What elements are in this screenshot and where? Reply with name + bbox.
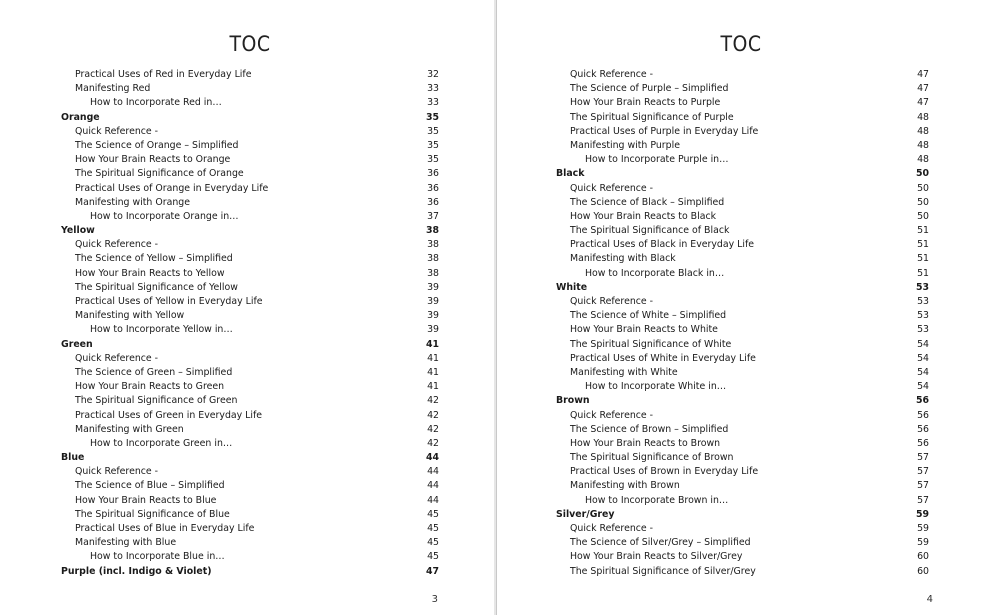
- toc-entry-label: How Your Brain Reacts to Blue: [75, 494, 217, 506]
- toc-entry[interactable]: [61, 380, 439, 394]
- toc-entry-page-number: 45: [427, 537, 439, 549]
- toc-entry-page-number: 53: [917, 324, 929, 336]
- toc-entry-label: The Spiritual Significance of Orange: [75, 168, 244, 180]
- toc-entry-page-number: 45: [427, 508, 439, 520]
- toc-entry[interactable]: [556, 68, 929, 82]
- toc-entry-label: Manifesting with Orange: [75, 196, 190, 208]
- toc-entry-page-number: 54: [917, 366, 929, 378]
- toc-entry[interactable]: [556, 465, 929, 479]
- toc-entry-label: How Your Brain Reacts to Brown: [570, 437, 721, 449]
- toc-entry-label: The Science of Black – Simplified: [570, 196, 725, 208]
- toc-entry-label: The Spiritual Significance of Yellow: [75, 281, 238, 293]
- toc-entry[interactable]: [61, 167, 439, 181]
- toc-entry[interactable]: [61, 323, 439, 337]
- toc-entry-page-number: 44: [425, 452, 439, 464]
- toc-entry-label: The Spiritual Significance of Black: [570, 225, 730, 237]
- toc-entry[interactable]: [556, 437, 929, 451]
- toc-entry[interactable]: [556, 167, 929, 181]
- toc-entry-page-number: 56: [917, 423, 929, 435]
- toc-entry[interactable]: [556, 267, 929, 281]
- toc-entry[interactable]: [556, 508, 929, 522]
- toc-entry[interactable]: [556, 323, 929, 337]
- toc-entry-label: Quick Reference -: [75, 239, 159, 251]
- toc-entry-label: Quick Reference -: [75, 352, 159, 364]
- toc-entry-page-number: 53: [917, 296, 929, 307]
- toc-entry-page-number: 54: [917, 381, 929, 393]
- toc-entry-page-number: 50: [915, 168, 929, 180]
- toc-entry-page-number: 56: [917, 437, 929, 449]
- toc-entry-page-number: 50: [917, 182, 929, 194]
- toc-entry-label: Black: [556, 168, 585, 180]
- toc-entry-page-number: 57: [917, 452, 929, 464]
- toc-entry[interactable]: [556, 352, 929, 366]
- toc-list: [556, 68, 929, 579]
- toc-entry[interactable]: [61, 366, 439, 380]
- toc-entry-page-number: 35: [427, 154, 439, 166]
- toc-entry-page-number: 59: [915, 508, 929, 520]
- toc-entry[interactable]: [61, 196, 439, 210]
- toc-entry-label: The Spiritual Significance of Green: [75, 395, 238, 407]
- toc-entry-page-number: 51: [917, 267, 929, 279]
- toc-entry-label: The Science of Yellow – Simplified: [75, 253, 233, 265]
- toc-entry-label: Practical Uses of Orange in Everyday Life: [75, 182, 269, 194]
- toc-entry-page-number: 51: [917, 239, 929, 251]
- toc-entry-label: Quick Reference -: [75, 466, 159, 478]
- toc-entry-page-number: 41: [427, 381, 439, 393]
- toc-entry-page-number: 59: [917, 537, 929, 549]
- toc-entry[interactable]: [556, 366, 929, 380]
- toc-entry-page-number: 47: [425, 565, 439, 577]
- toc-entry-label: Manifesting with Green: [75, 423, 184, 435]
- toc-entry[interactable]: [61, 409, 439, 423]
- toc-entry[interactable]: [61, 479, 439, 493]
- toc-entry-page-number: 44: [427, 480, 439, 492]
- toc-entry[interactable]: [61, 565, 439, 579]
- toc-entry[interactable]: [61, 139, 439, 153]
- toc-entry-page-number: 53: [915, 281, 929, 293]
- toc-entry[interactable]: [61, 210, 439, 224]
- toc-entry[interactable]: [556, 550, 929, 564]
- toc-entry-label: The Science of Blue – Simplified: [75, 480, 225, 492]
- toc-entry-page-number: 54: [917, 338, 929, 350]
- toc-entry-page-number: 35: [427, 139, 439, 151]
- page-number: 3: [431, 594, 438, 605]
- toc-entry-page-number: 39: [427, 281, 439, 293]
- toc-entry[interactable]: [556, 238, 929, 252]
- toc-entry-page-number: 37: [427, 210, 439, 222]
- toc-title: TOC: [229, 32, 271, 56]
- toc-entry-page-number: 44: [427, 466, 439, 478]
- toc-entry-label: White: [556, 281, 588, 293]
- toc-entry-label: The Spiritual Significance of Blue: [75, 508, 230, 520]
- toc-entry[interactable]: [556, 565, 929, 579]
- toc-list: [61, 68, 439, 579]
- toc-entry[interactable]: [61, 153, 439, 167]
- toc-entry-page-number: 39: [427, 310, 439, 322]
- toc-entry-page-number: 47: [917, 97, 929, 109]
- toc-entry[interactable]: [61, 125, 439, 139]
- toc-entry-page-number: 50: [917, 210, 929, 222]
- toc-entry-label: Practical Uses of Black in Everyday Life: [570, 239, 755, 251]
- toc-entry[interactable]: [61, 465, 439, 479]
- toc-entry-page-number: 48: [917, 154, 929, 166]
- toc-entry-page-number: 51: [917, 253, 929, 265]
- toc-entry-page-number: 38: [425, 225, 439, 237]
- toc-entry-page-number: 60: [917, 565, 929, 577]
- toc-entry[interactable]: [556, 338, 929, 352]
- toc-entry-label: Manifesting with Brown: [570, 480, 680, 492]
- toc-entry-page-number: 51: [917, 225, 929, 237]
- toc-entry-page-number: 44: [427, 494, 439, 506]
- toc-entry[interactable]: [61, 111, 439, 125]
- toc-entry-label: How to Incorporate Black in…: [585, 267, 725, 279]
- toc-entry-page-number: 39: [427, 296, 439, 307]
- toc-entry-label: How to Incorporate Green in…: [90, 437, 233, 449]
- toc-entry-label: Manifesting with Black: [570, 253, 676, 265]
- toc-entry-page-number: 42: [427, 409, 439, 421]
- toc-entry-page-number: 57: [917, 466, 929, 478]
- toc-entry[interactable]: [556, 125, 929, 139]
- toc-entry-page-number: 42: [427, 437, 439, 449]
- toc-entry-label: The Spiritual Significance of Silver/Grey: [570, 565, 756, 577]
- toc-entry-page-number: 39: [427, 324, 439, 336]
- toc-entry-label: How to Incorporate Orange in…: [90, 210, 239, 222]
- toc-entry-label: Practical Uses of Yellow in Everyday Life: [75, 296, 263, 307]
- toc-entry-label: The Spiritual Significance of Brown: [570, 452, 734, 464]
- toc-entry-page-number: 42: [427, 395, 439, 407]
- toc-entry[interactable]: [61, 522, 439, 536]
- toc-entry-label: How to Incorporate Red in…: [90, 97, 222, 109]
- toc-title: TOC: [720, 32, 762, 56]
- toc-entry-label: The Science of Orange – Simplified: [75, 139, 239, 151]
- toc-entry-label: How Your Brain Reacts to Purple: [570, 97, 721, 109]
- toc-entry-label: Quick Reference -: [570, 182, 654, 194]
- toc-entry-label: How to Incorporate Purple in…: [585, 154, 729, 166]
- toc-entry-label: How to Incorporate Blue in…: [90, 551, 225, 563]
- toc-entry-page-number: 47: [917, 83, 929, 95]
- toc-entry-page-number: 45: [427, 523, 439, 534]
- toc-entry-page-number: 48: [917, 111, 929, 123]
- toc-entry[interactable]: [556, 111, 929, 125]
- toc-entry-page-number: 56: [915, 395, 929, 407]
- toc-entry[interactable]: [61, 508, 439, 522]
- toc-entry[interactable]: [556, 139, 929, 153]
- toc-entry[interactable]: [61, 182, 439, 196]
- toc-entry-label: Quick Reference -: [570, 69, 654, 80]
- toc-entry[interactable]: [556, 522, 929, 536]
- toc-entry[interactable]: [61, 352, 439, 366]
- toc-entry[interactable]: [556, 536, 929, 550]
- toc-entry-page-number: 47: [917, 69, 929, 80]
- toc-entry[interactable]: [556, 196, 929, 210]
- toc-entry[interactable]: [61, 281, 439, 295]
- toc-entry[interactable]: [556, 224, 929, 238]
- toc-entry-page-number: 57: [917, 480, 929, 492]
- toc-entry-page-number: 57: [917, 494, 929, 506]
- toc-entry-label: How Your Brain Reacts to White: [570, 324, 718, 336]
- toc-entry-label: Silver/Grey: [556, 508, 615, 520]
- toc-entry-label: Quick Reference -: [570, 523, 654, 534]
- toc-entry[interactable]: [61, 238, 439, 252]
- toc-entry[interactable]: [556, 451, 929, 465]
- toc-entry-page-number: 35: [425, 111, 439, 123]
- toc-entry-label: Manifesting with Yellow: [75, 310, 185, 322]
- toc-entry[interactable]: [556, 309, 929, 323]
- toc-entry[interactable]: [61, 437, 439, 451]
- toc-entry-label: The Spiritual Significance of White: [570, 338, 732, 350]
- toc-entry[interactable]: [61, 82, 439, 96]
- toc-entry-label: Practical Uses of Green in Everyday Life: [75, 409, 263, 421]
- toc-entry-page-number: 33: [427, 83, 439, 95]
- toc-entry-label: Manifesting with Blue: [75, 537, 177, 549]
- toc-entry[interactable]: [61, 295, 439, 309]
- toc-entry-label: How Your Brain Reacts to Black: [570, 210, 717, 222]
- toc-entry[interactable]: [556, 479, 929, 493]
- toc-entry-label: Practical Uses of Purple in Everyday Life: [570, 125, 759, 137]
- toc-entry-page-number: 32: [427, 69, 439, 80]
- toc-entry-page-number: 50: [917, 196, 929, 208]
- toc-entry-page-number: 36: [427, 196, 439, 208]
- toc-entry-label: Practical Uses of Blue in Everyday Life: [75, 523, 255, 534]
- toc-entry[interactable]: [61, 224, 439, 238]
- toc-entry-label: The Science of Silver/Grey – Simplified: [570, 537, 751, 549]
- toc-entry-page-number: 41: [425, 338, 439, 350]
- toc-entry-label: Brown: [556, 395, 590, 407]
- toc-entry-page-number: 38: [427, 267, 439, 279]
- toc-entry[interactable]: [61, 536, 439, 550]
- toc-entry-label: Quick Reference -: [570, 409, 654, 421]
- toc-entry-page-number: 48: [917, 125, 929, 137]
- toc-entry[interactable]: [556, 380, 929, 394]
- toc-entry-label: Quick Reference -: [570, 296, 654, 307]
- toc-entry-label: Practical Uses of White in Everyday Life: [570, 352, 756, 364]
- toc-entry[interactable]: [61, 309, 439, 323]
- toc-entry-label: How to Incorporate White in…: [585, 381, 727, 393]
- document-page-right: [496, 0, 990, 615]
- toc-entry-label: The Spiritual Significance of Purple: [570, 111, 734, 123]
- toc-entry-page-number: 33: [427, 97, 439, 109]
- toc-entry-label: The Science of Green – Simplified: [75, 366, 233, 378]
- toc-entry-page-number: 59: [917, 523, 929, 534]
- toc-entry-label: How to Incorporate Yellow in…: [90, 324, 233, 336]
- toc-entry-page-number: 53: [917, 310, 929, 322]
- toc-entry[interactable]: [61, 96, 439, 110]
- toc-entry-page-number: 56: [917, 409, 929, 421]
- toc-entry[interactable]: [556, 153, 929, 167]
- toc-entry-label: Manifesting Red: [75, 83, 151, 95]
- toc-entry[interactable]: [556, 423, 929, 437]
- toc-entry[interactable]: [61, 267, 439, 281]
- toc-entry-label: Green: [61, 338, 93, 350]
- toc-entry[interactable]: [556, 494, 929, 508]
- toc-entry-label: Blue: [61, 452, 85, 464]
- toc-entry[interactable]: [556, 394, 929, 408]
- toc-entry-label: How Your Brain Reacts to Silver/Grey: [570, 551, 743, 563]
- toc-entry-label: How Your Brain Reacts to Green: [75, 381, 225, 393]
- toc-entry[interactable]: [556, 96, 929, 110]
- toc-entry[interactable]: [61, 394, 439, 408]
- toc-entry-page-number: 38: [427, 239, 439, 251]
- page-number: 4: [926, 594, 933, 605]
- toc-entry-label: How Your Brain Reacts to Orange: [75, 154, 231, 166]
- toc-entry-label: How Your Brain Reacts to Yellow: [75, 267, 225, 279]
- toc-entry-page-number: 41: [427, 352, 439, 364]
- toc-entry-page-number: 60: [917, 551, 929, 563]
- toc-entry-label: How to Incorporate Brown in…: [585, 494, 729, 506]
- toc-entry-label: Purple (incl. Indigo & Violet): [61, 565, 212, 577]
- toc-entry-page-number: 48: [917, 139, 929, 151]
- toc-entry-page-number: 45: [427, 551, 439, 563]
- toc-entry[interactable]: [61, 68, 439, 82]
- toc-entry[interactable]: [556, 82, 929, 96]
- toc-entry-page-number: 54: [917, 352, 929, 364]
- toc-entry-page-number: 41: [427, 366, 439, 378]
- toc-entry-page-number: 38: [427, 253, 439, 265]
- toc-entry[interactable]: [556, 295, 929, 309]
- toc-entry-page-number: 36: [427, 182, 439, 194]
- toc-entry[interactable]: [556, 281, 929, 295]
- toc-entry[interactable]: [61, 423, 439, 437]
- toc-entry[interactable]: [556, 409, 929, 423]
- toc-entry-label: The Science of Brown – Simplified: [570, 423, 729, 435]
- toc-entry-label: Manifesting with Purple: [570, 139, 680, 151]
- toc-entry-label: Quick Reference -: [75, 125, 159, 137]
- toc-entry[interactable]: [556, 182, 929, 196]
- toc-entry-label: Manifesting with White: [570, 366, 678, 378]
- toc-entry[interactable]: [61, 494, 439, 508]
- toc-entry-page-number: 35: [427, 125, 439, 137]
- toc-entry-label: Practical Uses of Red in Everyday Life: [75, 69, 252, 80]
- toc-entry[interactable]: [556, 210, 929, 224]
- toc-entry-label: Yellow: [61, 225, 95, 237]
- toc-entry[interactable]: [556, 252, 929, 266]
- toc-entry[interactable]: [61, 451, 439, 465]
- toc-entry[interactable]: [61, 550, 439, 564]
- toc-entry-label: Practical Uses of Brown in Everyday Life: [570, 466, 759, 478]
- toc-entry-label: The Science of Purple – Simplified: [570, 83, 729, 95]
- toc-entry[interactable]: [61, 338, 439, 352]
- toc-entry[interactable]: [61, 252, 439, 266]
- toc-entry-page-number: 36: [427, 168, 439, 180]
- toc-entry-label: The Science of White – Simplified: [570, 310, 727, 322]
- toc-entry-label: Orange: [61, 111, 100, 123]
- toc-entry-page-number: 42: [427, 423, 439, 435]
